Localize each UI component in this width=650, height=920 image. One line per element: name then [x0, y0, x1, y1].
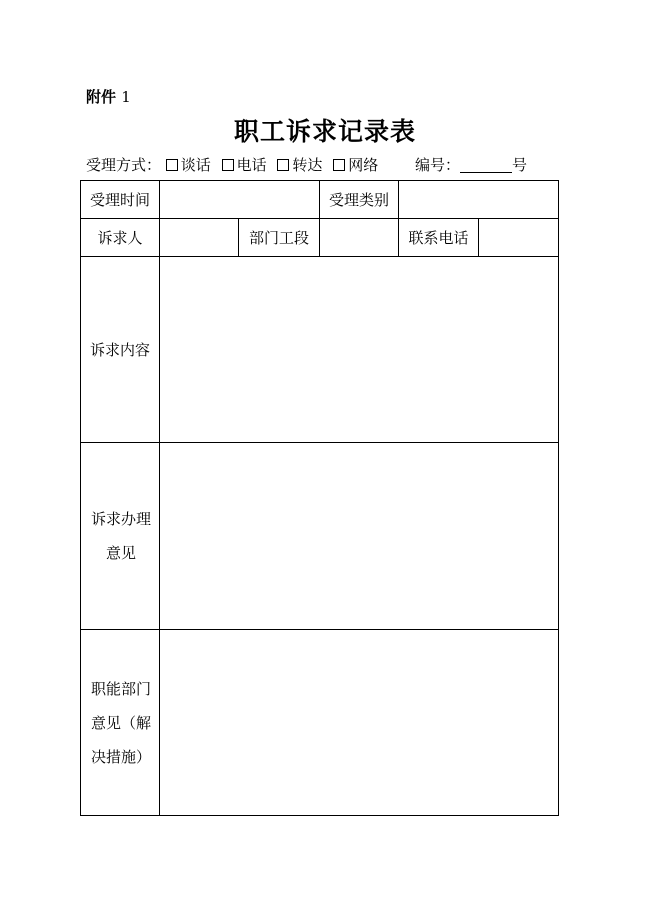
handling-opinion-line1: 诉求办理: [91, 510, 152, 528]
checkbox-relay[interactable]: [277, 159, 289, 171]
accept-method-line: [86, 154, 384, 175]
petitioner-label: 诉求人: [81, 219, 160, 257]
functional-dept-line3: 决措施）: [91, 747, 152, 766]
serial-blank-field[interactable]: [460, 157, 512, 173]
department-section-label: 部门工段: [239, 219, 320, 257]
accept-method-label: 受理方式：: [86, 156, 162, 174]
functional-dept-line2: 意见（解: [91, 713, 152, 732]
method-option-phone[interactable]: [222, 156, 267, 174]
attachment-label: [86, 86, 131, 107]
method-option-network-label: 网络: [348, 156, 379, 174]
accept-time-field[interactable]: [160, 181, 320, 219]
serial-number: [415, 154, 527, 175]
accept-category-label: 受理类别: [320, 181, 399, 219]
functional-dept-line1: 职能部门: [91, 679, 152, 698]
accept-category-field[interactable]: [399, 181, 559, 219]
functional-dept-label: [81, 630, 160, 816]
attachment-text: 附件: [86, 88, 117, 106]
contact-phone-field[interactable]: [479, 219, 559, 257]
content-field[interactable]: [160, 257, 559, 443]
checkbox-phone[interactable]: [222, 159, 234, 171]
method-option-talk[interactable]: [166, 156, 211, 174]
attachment-number: 1: [121, 88, 131, 106]
checkbox-talk[interactable]: [166, 159, 178, 171]
checkbox-network[interactable]: [333, 159, 345, 171]
page-title: 职工诉求记录表: [233, 117, 416, 146]
functional-dept-field[interactable]: [160, 630, 559, 816]
content-label: 诉求内容: [81, 257, 160, 443]
handling-opinion-label: [81, 443, 160, 630]
method-option-phone-label: 电话: [236, 156, 267, 174]
method-option-relay-label: 转达: [292, 156, 323, 174]
handling-opinion-field[interactable]: [160, 443, 559, 630]
petitioner-field[interactable]: [160, 219, 239, 257]
accept-time-label: 受理时间: [81, 181, 160, 219]
department-section-field[interactable]: [320, 219, 399, 257]
method-option-network[interactable]: [333, 156, 378, 174]
serial-label: 编号：: [415, 156, 461, 174]
serial-suffix: 号: [512, 156, 528, 174]
handling-opinion-line2: 意见: [106, 544, 137, 562]
method-option-talk-label: 谈话: [180, 156, 211, 174]
contact-phone-label: 联系电话: [399, 219, 479, 257]
record-form-table: [80, 180, 559, 816]
method-option-relay[interactable]: [277, 156, 322, 174]
